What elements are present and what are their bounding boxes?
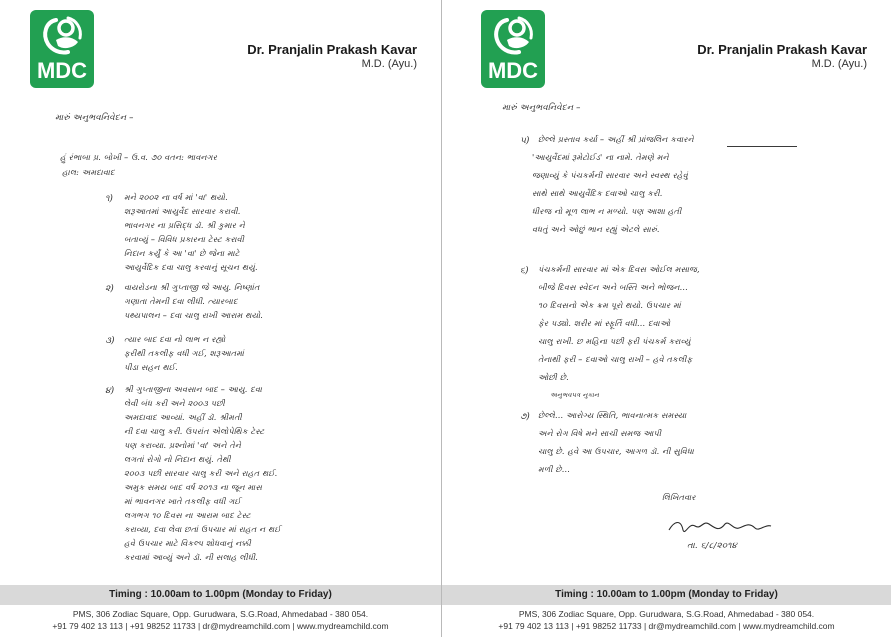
letter-page-left [0,0,441,637]
mdc-logo [481,10,545,88]
letter-page-right [442,0,891,637]
handwritten-letter [442,96,891,576]
mother-child-icon [38,14,86,58]
letter-line: પીડા સહન થઈ. [124,363,178,372]
handwritten-letter [0,96,441,576]
letter-line: 'આયુર્વેદમાં રૂમેટોઈડ' ના નામે. તેમણે મને [532,153,669,162]
letter-line: ની દવા ચાલુ કરી. ઉપરાંત એલોપેથિક ટેસ્ટ [124,427,265,436]
letter-line: ગણાતા તેમની દવા લીધી. ત્યારબાદ [124,297,238,306]
letter-line: પણ કરાવ્યા. પ્રશ્નોમાં 'વા' અને તેને [124,441,242,450]
signature-name [672,518,731,527]
item-number: ૬) [520,266,529,276]
letter-line: કરવામાં આવ્યું અને ડૉ. ની સલાહ લીધી. [124,553,258,562]
letter-line: હવે ઉપચાર માટે વિકલ્પ શોધવાનું નક્કી [124,539,251,548]
letter-line: ૨૦૦૩ પછી સારવાર ચાલુ કરી અને રાહત થઈ. [124,469,278,478]
letter-line: લગભગ ૧૦ દિવસ ના આરામ બાદ ટેસ્ટ [124,511,251,520]
letter-line: માં ભાવનગર ખાતે તકલીફ વધી ગઈ [124,497,241,506]
letter-line: ૧૦ દિવસનો એક ક્રમ પૂરો થયો. ઉપચાર માં [538,301,681,310]
letter-line: ભાવનગર ના પ્રસિદ્ધ ડૉ. શ્રી કુમાર ને [124,221,245,230]
letter-line: વધતું અને ઓછું ભાન રહ્યું એટલે સારું. [532,225,660,234]
letter-line: ફેર પડ્યો. શરીર માં સ્ફૂર્તિ વધી... દવાઓ [538,319,671,328]
letter-line: છેલ્લે પ્રસ્તાવ કર્યા – અહીં શ્રી પ્રાંજલિન કવારને [538,135,694,144]
clinic-address: PMS, 306 Zodiac Square, Opp. Gurudwara, S.G.Road, Ahmedabad - 380 054. [518,609,815,619]
underline-mark [727,146,797,147]
letter-line: લેવી બંધ કરી અને ૨૦૦૩ પછી [124,399,225,408]
letter-line: ધીરજ નો મૂળ લાભ ન મળ્યો. પણ આશા હતી [532,207,682,216]
letter-line: અમદાવાદ આવ્યાં. અહીં ડૉ. શ્રીમતી [124,413,242,422]
letter-line: ઓછી છે. [538,373,569,382]
item-number: ૪) [105,386,115,396]
doctor-name: Dr. Pranjalin Prakash Kavar [247,42,417,57]
intro-line: હું રંભાબા પ્ર. બોખી – ઉ.વ. ૭૦ વતન: ભાવનગર [60,153,218,162]
doctor-name: Dr. Pranjalin Prakash Kavar [697,42,867,57]
letter-line: અને રોગ વિષે મને સાચી સમજ આપી [538,429,662,438]
letter-line: કરાવ્યા, દવા લેવા છતાં ઉપચાર માં રાહત ન થઈ [124,525,281,534]
item-prefix-note: અનુભવપત્ર નુકાન [550,391,600,399]
doctor-degree: M.D. (Ayu.) [361,58,417,70]
letter-line: તેનાથી ફરી – દવાઓ ચાલુ રાખી – હવે તકલીફ [538,355,693,364]
letter-line: છેલ્લે... આરોગ્ય સ્થિતિ, ભાવનાત્મક સમસ્યા [538,411,687,420]
clinic-timing: Timing : 10.00am to 1.00pm (Monday to Friday) [442,585,891,605]
item-number: ૭) [520,412,530,422]
letter-line: શરૂઆતમાં આયુર્વેદ સારવાર કરાવી. [124,207,241,216]
letter-greeting: મારું અનુભવનિવેદન – [502,103,581,113]
letter-line: જણાવ્યું કે પંચકર્મની સારવાર અને સ્વસ્થ રહેવું [532,171,688,180]
letter-line: લગતાં રોગો નો નિદાન થયું. તેથી [124,455,231,464]
letter-line: પથ્યપાલન – દવા ચાલુ રાખી આરામ થયો. [124,311,264,320]
clinic-contact: +91 79 402 13 113 | +91 98252 11733 | dr@mydreamchild.com | www.mydreamchild.com [498,621,835,631]
letter-line: શ્રી ગુપ્તાજીના અવસાન બાદ – આયુ. દવા [124,385,263,394]
letter-line: બતાવ્યું – વિવિધ પ્રકારના ટેસ્ટ કરાવી [124,235,245,244]
item-number: ૩) [105,336,115,346]
letter-line: ફરીથી તકલીફ વધી ગઈ, શરૂઆતમાં [124,349,245,358]
letter-line: આયુર્વેદિક દવા ચાલુ કરવાનું સૂચન થયું. [124,263,258,272]
letter-line: મળી છે... [538,465,570,474]
doctor-degree: M.D. (Ayu.) [811,58,867,70]
letter-line: ચાલુ રાખી. છ મહિના પછી ફરી પંચકર્મ કરાવ્યું [538,337,691,346]
signature-date: તા. ૬/૮/૨૦૧૪ [687,541,738,551]
letter-greeting: મારું અનુભવનિવેદન – [55,113,134,123]
clinic-timing: Timing : 10.00am to 1.00pm (Monday to Friday) [0,585,441,605]
item-number: ૧) [105,194,113,204]
letter-line: સાથે સાથે આયુર્વેદિક દવાઓ ચાલુ કરી. [532,189,663,198]
letter-line: નિદાન કર્યું કે આ 'વા' છે જેના માટે [124,249,240,258]
letter-line: પંચકર્મની સારવાર માં એક દિવસ ઓઈલ મસાજ, [538,265,700,274]
letter-line: અમુક સમય બાદ વર્ષ ૨૦૧૩ ના જૂન માસ [124,483,263,492]
clinic-contact: +91 79 402 13 113 | +91 98252 11733 | dr@mydreamchild.com | www.mydreamchild.com [52,621,389,631]
clinic-address: PMS, 306 Zodiac Square, Opp. Gurudwara, S.G.Road, Ahmedabad - 380 054. [72,609,369,619]
logo-text: MDC [487,58,539,83]
item-number: ૨) [105,284,114,294]
item-number: ૫) [520,136,530,146]
letter-line: વાયરોડના શ્રી ગુપ્તાજી જે આયુ. નિષ્ણાંત [124,283,260,292]
letter-line: બીજે દિવસ સ્વેદન અને બસ્તિ અને ભોજન... [538,283,688,292]
letter-closing: લિખિતવાર [662,493,696,502]
logo-text: MDC [36,58,88,83]
mother-child-icon [489,14,537,58]
intro-line: હાલ: અમદાવાદ [62,168,115,177]
letter-line: ચાલુ છે. હવે આ ઉપચાર, આગળ ડૉ. ની સુવિધા [538,447,694,456]
letter-line: ત્યાર બાદ દવા નો લાભ ન રહ્યો [124,335,226,344]
letter-line: મને ૨૦૦૨ ના વર્ષ માં 'વા' થયો. [124,193,228,202]
mdc-logo [30,10,94,88]
